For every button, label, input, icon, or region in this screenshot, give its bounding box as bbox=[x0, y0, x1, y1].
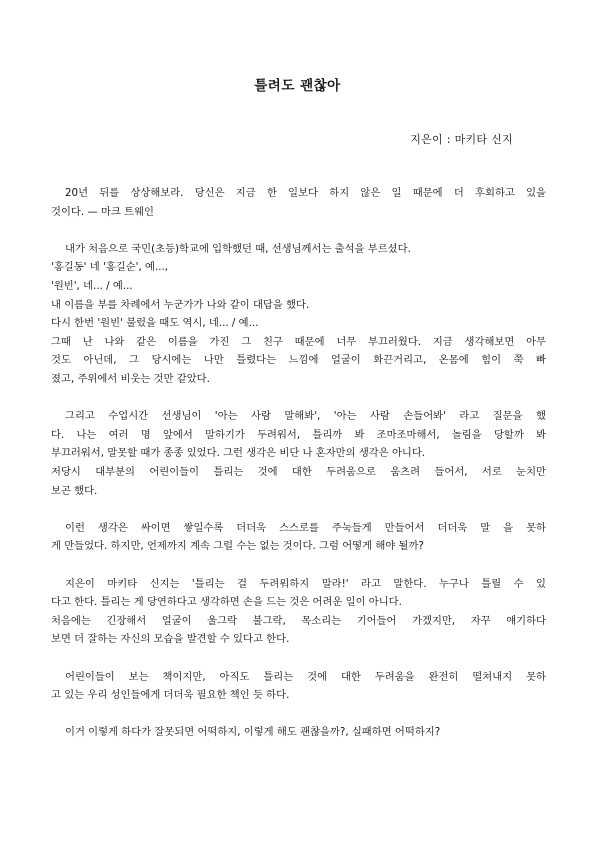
text-line: 20년 뒤를 상상해보라. 당신은 지금 한 일보다 하지 않은 일 때문에 더 후회하고 있을 bbox=[65, 187, 546, 199]
text-line: 졌고, 주위에서 비웃는 것만 같았다. bbox=[51, 373, 210, 385]
text-line: 것도 아닌데, 그 당시에는 나만 틀렸다는 느낌에 얼굴이 화끈거리고, 온몸에 힘이 쭉 빠 bbox=[51, 354, 546, 367]
text-line: 그리고 수업시간 선생님이 '아는 사람 말해봐', '아는 사람 손들어봐' 라고 질문을 했 bbox=[65, 410, 546, 423]
document-title: 틀려도 괜찮아 bbox=[254, 78, 341, 94]
author-line: 지은이 : 마키타 신지 bbox=[410, 133, 513, 146]
text-line: 내 이름을 부를 차례에서 누군가가 나와 같이 대답을 했다. bbox=[51, 298, 310, 311]
text-line: 내가 처음으로 국민(초등)학교에 입학했던 때, 선생님께서는 출석을 부르셨다. bbox=[65, 242, 411, 255]
text-line: '홍길동' 네 '홍길순', 예..., bbox=[51, 261, 169, 274]
text-line: 것이다. — 마크 트웨인 bbox=[51, 205, 154, 218]
text-line: 부끄러워서, 말못할 때가 종종 있었다. 그런 생각은 비단 나 혼자만의 생각은 아니다. bbox=[51, 447, 426, 460]
text-line: '원빈', 네... / 예... bbox=[51, 280, 133, 292]
text-line: 보면 더 잘하는 자신의 모습을 발견할 수 있다고 한다. bbox=[51, 633, 290, 646]
text-line: 어린이들이 보는 책이지만, 아직도 틀리는 것에 대한 두려움을 완전히 떨쳐내지 못하 bbox=[65, 670, 546, 683]
text-line: 다. 나는 여러 명 앞에서 말하기가 두려워서, 틀리까 봐 조마조마해서, 놀림을 당할까 봐 bbox=[51, 428, 546, 441]
text-line: 보곤 했다. bbox=[51, 484, 98, 497]
text-line: 다고 한다. 틀리는 게 당연하다고 생각하면 손을 드는 것은 어려운 일이 아니다. bbox=[51, 596, 402, 609]
text-line: 그때 난 나와 같은 이름을 가진 그 친구 때문에 너무 부끄러웠다. 지금 생각해보면 아무 bbox=[51, 335, 546, 348]
text-line: 저당시 대부분의 어린이들이 틀리는 것에 대한 두려움으로 움츠려 들어서, 서로 눈치만 bbox=[51, 466, 546, 478]
text-line: 지은이 마키타 신지는 '틀리는 걸 두려워하지 말라!' 라고 말한다. 누구나 틀릴 수 있 bbox=[65, 577, 546, 590]
text-line: 이거 이렇게 하다가 잘못되면 어떡하지, 이렇게 해도 괜찮을까?, 실패하면 어떡하지? bbox=[65, 726, 441, 739]
text-line: 이런 생각은 싸이면 쌓일수록 더더욱 스스로를 주눅들게 만들어서 더더욱 말 을 못하 bbox=[65, 521, 546, 534]
text-line: 게 만들었다. 하지만, 언제까지 계속 그럴 수는 없는 것이다. 그럼 어떻게 해야 될까? bbox=[51, 540, 424, 553]
text-line: 고 있는 우리 성인들에게 더더욱 필요한 책인 듯 하다. bbox=[51, 689, 290, 702]
text-line: 처음에는 긴장해서 얼굴이 울그락 불그락, 목소리는 기어들어 가겠지만, 자꾸 얘기하다 bbox=[51, 614, 546, 627]
text-line: 다시 한번 '원빈' 불렀을 때도 역시, 네... / 예... bbox=[51, 317, 259, 330]
